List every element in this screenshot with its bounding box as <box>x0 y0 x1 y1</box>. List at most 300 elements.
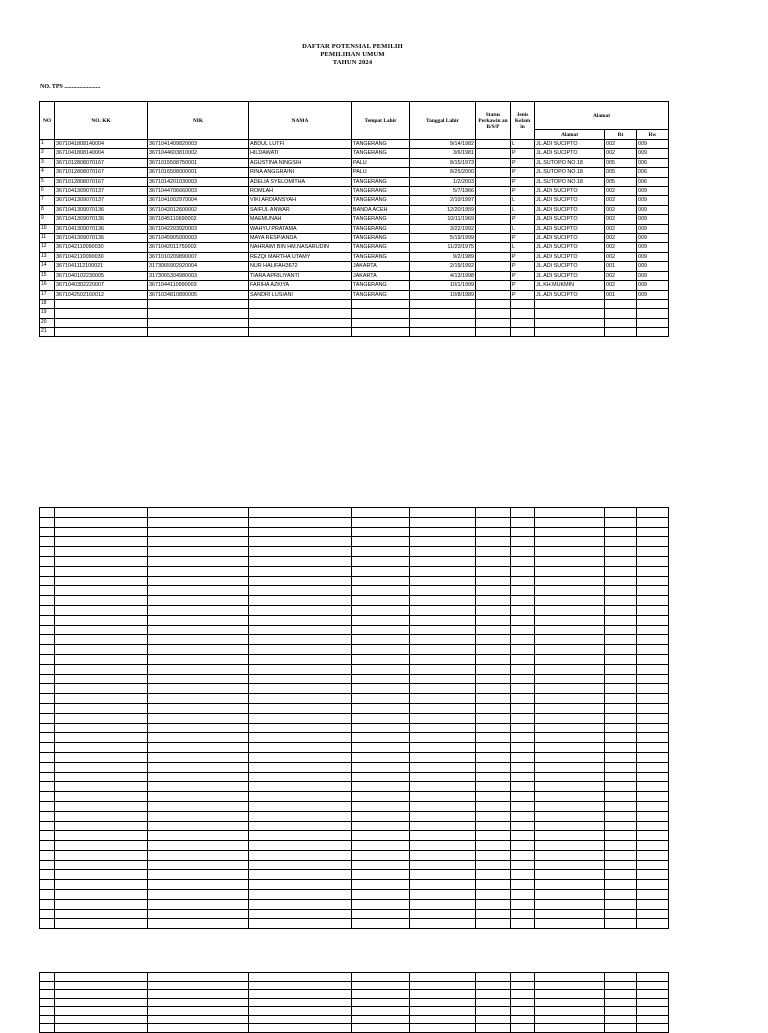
cell-kk: 3671041808140004 <box>55 140 148 149</box>
cell-alamat: JL.ADI SUCIPTO <box>535 252 605 261</box>
empty-cell <box>637 990 669 999</box>
cell-tanggal-lahir: 10/8/1989 <box>410 290 476 299</box>
empty-cell <box>511 792 535 802</box>
blank-table-2 <box>39 972 669 1033</box>
cell-alamat: JL.ADI SUCIPTO <box>535 271 605 280</box>
empty-cell <box>511 919 535 929</box>
empty-row <box>40 870 669 880</box>
empty-cell <box>40 821 55 831</box>
title-line-3: TAHUN 2024 <box>332 59 373 66</box>
cell-jenis-kelamin: L <box>511 196 535 205</box>
empty-row <box>40 576 669 586</box>
empty-cell <box>148 880 249 890</box>
empty-cell <box>535 694 605 704</box>
empty-cell <box>410 517 476 527</box>
empty-cell <box>352 860 410 870</box>
header-no: NO <box>40 102 55 140</box>
empty-cell <box>249 752 352 762</box>
empty-cell <box>410 576 476 586</box>
cell-nama: NAHRAWI BIN HM.NASARUDIN <box>249 243 352 252</box>
empty-cell <box>476 919 511 929</box>
empty-cell <box>476 527 511 537</box>
empty-cell <box>352 527 410 537</box>
empty-cell <box>476 850 511 860</box>
empty-cell <box>535 860 605 870</box>
empty-cell <box>605 556 637 566</box>
cell-kk: 3671041112100021 <box>55 262 148 271</box>
empty-cell <box>40 998 55 1007</box>
empty-cell <box>605 821 637 831</box>
empty-row <box>40 723 669 733</box>
empty-cell <box>249 537 352 547</box>
empty-cell <box>535 772 605 782</box>
empty-cell <box>605 831 637 841</box>
empty-cell <box>637 733 669 743</box>
empty-cell <box>637 841 669 851</box>
cell-alamat: JL.ADI SUCIPTO <box>535 140 605 149</box>
empty-cell <box>410 645 476 655</box>
empty-cell <box>40 743 55 753</box>
cell-nama: MAEMUNAH <box>249 215 352 224</box>
cell-tempat-lahir: TANGERANG <box>352 177 410 186</box>
empty-cell <box>605 547 637 557</box>
empty-cell <box>148 973 249 982</box>
empty-cell <box>605 713 637 723</box>
empty-cell <box>476 981 511 990</box>
cell-kk: 3671041309070136 <box>55 234 148 243</box>
empty-cell <box>249 527 352 537</box>
empty-cell <box>352 752 410 762</box>
empty-cell <box>40 772 55 782</box>
empty-cell <box>148 508 249 518</box>
empty-cell <box>352 1007 410 1016</box>
empty-cell <box>148 556 249 566</box>
empty-cell <box>476 615 511 625</box>
empty-row <box>40 645 669 655</box>
empty-cell <box>637 850 669 860</box>
empty-cell <box>148 733 249 743</box>
cell-nama: HILDAWATI <box>249 149 352 158</box>
cell-tanggal-lahir: 9/2/1989 <box>410 252 476 261</box>
table-row <box>40 205 669 214</box>
cell-nik: 3671042203920003 <box>148 224 249 233</box>
empty-cell <box>40 694 55 704</box>
empty-cell <box>410 919 476 929</box>
empty-cell <box>352 782 410 792</box>
empty-cell <box>637 801 669 811</box>
empty-cell <box>410 752 476 762</box>
empty-cell <box>410 684 476 694</box>
cell-alamat: JL.ADI SUCIPTO <box>535 187 605 196</box>
empty-cell <box>40 973 55 982</box>
empty-cell <box>148 547 249 557</box>
empty-cell <box>535 870 605 880</box>
empty-cell <box>637 743 669 753</box>
empty-cell <box>410 556 476 566</box>
cell-alamat: JL.ADI SUCIPTO <box>535 224 605 233</box>
cell-nik <box>148 328 249 337</box>
empty-cell <box>605 605 637 615</box>
cell-kk: 3671041309070136 <box>55 205 148 214</box>
empty-cell <box>476 694 511 704</box>
empty-cell <box>410 762 476 772</box>
empty-cell <box>535 831 605 841</box>
empty-cell <box>352 684 410 694</box>
cell-kk <box>55 309 148 318</box>
cell-tempat-lahir: TANGERANG <box>352 196 410 205</box>
cell-status <box>476 299 511 308</box>
empty-cell <box>637 762 669 772</box>
empty-cell <box>352 743 410 753</box>
empty-cell <box>148 919 249 929</box>
empty-cell <box>535 909 605 919</box>
cell-no: 2 <box>40 149 55 158</box>
empty-cell <box>40 674 55 684</box>
empty-cell <box>511 811 535 821</box>
empty-cell <box>605 537 637 547</box>
empty-cell <box>55 615 148 625</box>
empty-cell <box>476 1024 511 1033</box>
cell-jenis-kelamin: P <box>511 168 535 177</box>
empty-row <box>40 890 669 900</box>
empty-cell <box>511 890 535 900</box>
cell-no: 10 <box>40 224 55 233</box>
cell-nik: 3671041002970004 <box>148 196 249 205</box>
empty-cell <box>511 566 535 576</box>
empty-cell <box>511 654 535 664</box>
empty-cell <box>535 684 605 694</box>
empty-cell <box>476 596 511 606</box>
empty-cell <box>476 792 511 802</box>
cell-rt: 002 <box>605 252 637 261</box>
cell-status <box>476 252 511 261</box>
empty-cell <box>637 1007 669 1016</box>
empty-cell <box>148 654 249 664</box>
empty-cell <box>40 596 55 606</box>
cell-jenis-kelamin: P <box>511 187 535 196</box>
empty-cell <box>476 782 511 792</box>
cell-status <box>476 196 511 205</box>
empty-cell <box>605 527 637 537</box>
empty-cell <box>148 713 249 723</box>
empty-cell <box>476 841 511 851</box>
cell-rw <box>637 309 669 318</box>
empty-cell <box>410 703 476 713</box>
cell-rt: 002 <box>605 281 637 290</box>
empty-cell <box>511 990 535 999</box>
empty-row <box>40 664 669 674</box>
cell-tempat-lahir: BANDA ACEH <box>352 205 410 214</box>
cell-tanggal-lahir: 12/20/1959 <box>410 205 476 214</box>
cell-nik <box>148 309 249 318</box>
empty-cell <box>352 694 410 704</box>
empty-row <box>40 694 669 704</box>
empty-cell <box>249 733 352 743</box>
cell-nama: ROMLAH <box>249 187 352 196</box>
empty-cell <box>40 841 55 851</box>
empty-cell <box>637 1024 669 1033</box>
empty-cell <box>148 694 249 704</box>
empty-cell <box>55 645 148 655</box>
cell-tempat-lahir: TANGERANG <box>352 149 410 158</box>
table-row <box>40 281 669 290</box>
cell-nik: 3173065304980003 <box>148 271 249 280</box>
cell-rw: 009 <box>637 234 669 243</box>
cell-status <box>476 140 511 149</box>
cell-kk: 3671042110090030 <box>55 243 148 252</box>
empty-cell <box>637 703 669 713</box>
cell-rw: 009 <box>637 262 669 271</box>
cell-no: 9 <box>40 215 55 224</box>
empty-cell <box>511 547 535 557</box>
table-row <box>40 309 669 318</box>
empty-cell <box>55 537 148 547</box>
empty-cell <box>476 1015 511 1024</box>
empty-cell <box>352 850 410 860</box>
cell-no: 13 <box>40 252 55 261</box>
empty-row <box>40 850 669 860</box>
empty-cell <box>40 909 55 919</box>
empty-cell <box>605 674 637 684</box>
cell-nama: NUR HALIFAH3672 <box>249 262 352 271</box>
empty-cell <box>511 713 535 723</box>
cell-alamat: JL.SUTOPO NO.18 <box>535 158 605 167</box>
empty-cell <box>637 556 669 566</box>
cell-rt: 002 <box>605 187 637 196</box>
empty-cell <box>410 605 476 615</box>
empty-cell <box>511 772 535 782</box>
empty-cell <box>511 664 535 674</box>
empty-cell <box>410 674 476 684</box>
table-row <box>40 234 669 243</box>
cell-nama: REZQI MARTHA UTAMY <box>249 252 352 261</box>
empty-cell <box>476 811 511 821</box>
empty-cell <box>535 537 605 547</box>
cell-status <box>476 168 511 177</box>
empty-cell <box>352 576 410 586</box>
empty-cell <box>55 517 148 527</box>
cell-nik <box>148 318 249 327</box>
empty-cell <box>55 973 148 982</box>
empty-cell <box>535 919 605 929</box>
empty-cell <box>476 899 511 909</box>
empty-cell <box>605 1015 637 1024</box>
empty-row <box>40 713 669 723</box>
empty-cell <box>511 1007 535 1016</box>
empty-cell <box>476 703 511 713</box>
empty-cell <box>55 566 148 576</box>
empty-cell <box>637 981 669 990</box>
empty-cell <box>249 772 352 782</box>
cell-tanggal-lahir: 3/22/1992 <box>410 224 476 233</box>
empty-cell <box>535 973 605 982</box>
empty-cell <box>55 684 148 694</box>
cell-rt: 002 <box>605 224 637 233</box>
empty-cell <box>352 654 410 664</box>
empty-cell <box>55 919 148 929</box>
empty-cell <box>40 782 55 792</box>
empty-cell <box>55 752 148 762</box>
empty-cell <box>352 625 410 635</box>
voter-table <box>39 101 669 337</box>
empty-cell <box>535 801 605 811</box>
empty-cell <box>40 981 55 990</box>
empty-cell <box>605 973 637 982</box>
empty-cell <box>605 664 637 674</box>
empty-cell <box>410 792 476 802</box>
empty-cell <box>605 841 637 851</box>
table-row <box>40 224 669 233</box>
empty-cell <box>249 556 352 566</box>
cell-nik: 3671045905000003 <box>148 234 249 243</box>
empty-cell <box>535 527 605 537</box>
empty-cell <box>511 782 535 792</box>
empty-cell <box>511 899 535 909</box>
empty-cell <box>605 586 637 596</box>
table-row <box>40 243 669 252</box>
empty-cell <box>249 586 352 596</box>
table-row <box>40 196 669 205</box>
cell-no: 21 <box>40 328 55 337</box>
empty-cell <box>249 870 352 880</box>
empty-cell <box>605 733 637 743</box>
table-row <box>40 262 669 271</box>
empty-cell <box>535 674 605 684</box>
empty-cell <box>249 1007 352 1016</box>
empty-cell <box>476 1007 511 1016</box>
empty-cell <box>535 635 605 645</box>
cell-nama: VIKI ARDIANSYAH <box>249 196 352 205</box>
empty-cell <box>55 674 148 684</box>
empty-cell <box>637 596 669 606</box>
empty-cell <box>535 703 605 713</box>
cell-alamat: JL.ADI SUCIPTO <box>535 149 605 158</box>
empty-cell <box>535 517 605 527</box>
empty-cell <box>511 821 535 831</box>
cell-nama: MAYA RESPIANDA <box>249 234 352 243</box>
empty-cell <box>410 860 476 870</box>
empty-cell <box>249 860 352 870</box>
cell-no: 7 <box>40 196 55 205</box>
empty-cell <box>352 990 410 999</box>
empty-cell <box>637 635 669 645</box>
empty-cell <box>352 801 410 811</box>
empty-cell <box>637 919 669 929</box>
cell-jenis-kelamin: P <box>511 234 535 243</box>
empty-cell <box>410 664 476 674</box>
empty-cell <box>637 973 669 982</box>
empty-cell <box>535 615 605 625</box>
empty-cell <box>535 850 605 860</box>
empty-cell <box>511 870 535 880</box>
empty-cell <box>535 792 605 802</box>
cell-nama <box>249 299 352 308</box>
empty-cell <box>637 811 669 821</box>
cell-tempat-lahir: JAKARTA <box>352 271 410 280</box>
empty-cell <box>148 635 249 645</box>
empty-cell <box>352 586 410 596</box>
cell-status <box>476 234 511 243</box>
empty-cell <box>249 694 352 704</box>
empty-cell <box>410 870 476 880</box>
empty-cell <box>410 821 476 831</box>
empty-row <box>40 752 669 762</box>
empty-cell <box>55 990 148 999</box>
empty-cell <box>637 899 669 909</box>
empty-cell <box>410 625 476 635</box>
empty-cell <box>637 508 669 518</box>
empty-cell <box>476 713 511 723</box>
empty-cell <box>249 615 352 625</box>
empty-cell <box>535 743 605 753</box>
empty-cell <box>352 1024 410 1033</box>
empty-cell <box>148 909 249 919</box>
empty-row <box>40 605 669 615</box>
empty-cell <box>352 899 410 909</box>
empty-cell <box>511 998 535 1007</box>
cell-no: 16 <box>40 281 55 290</box>
empty-cell <box>352 733 410 743</box>
empty-cell <box>249 899 352 909</box>
empty-cell <box>40 664 55 674</box>
empty-row <box>40 772 669 782</box>
empty-cell <box>410 1024 476 1033</box>
empty-cell <box>40 625 55 635</box>
empty-cell <box>55 586 148 596</box>
empty-cell <box>605 576 637 586</box>
cell-tempat-lahir: TANGERANG <box>352 140 410 149</box>
empty-cell <box>637 654 669 664</box>
cell-kk: 3671041309070136 <box>55 215 148 224</box>
cell-tanggal-lahir: 4/13/1998 <box>410 271 476 280</box>
cell-alamat: JL.SUTOPO NO.18 <box>535 168 605 177</box>
cell-nama: WAHYU PRATAMA <box>249 224 352 233</box>
empty-cell <box>148 576 249 586</box>
empty-cell <box>410 635 476 645</box>
header-kk: NO. KK <box>55 102 148 140</box>
empty-cell <box>352 596 410 606</box>
empty-cell <box>410 508 476 518</box>
cell-no: 18 <box>40 299 55 308</box>
empty-cell <box>352 811 410 821</box>
cell-alamat <box>535 318 605 327</box>
cell-rw: 006 <box>637 158 669 167</box>
empty-cell <box>55 870 148 880</box>
empty-row <box>40 1007 669 1016</box>
empty-row <box>40 880 669 890</box>
empty-cell <box>40 654 55 664</box>
empty-cell <box>352 703 410 713</box>
empty-cell <box>55 703 148 713</box>
empty-cell <box>249 703 352 713</box>
empty-cell <box>511 850 535 860</box>
empty-cell <box>40 752 55 762</box>
empty-cell <box>249 831 352 841</box>
cell-nama: TIARA APRILIYANTI <box>249 271 352 280</box>
empty-cell <box>535 880 605 890</box>
cell-no: 5 <box>40 177 55 186</box>
empty-cell <box>148 566 249 576</box>
cell-rw: 006 <box>637 168 669 177</box>
empty-cell <box>511 586 535 596</box>
cell-jenis-kelamin: P <box>511 149 535 158</box>
empty-cell <box>535 1007 605 1016</box>
cell-tanggal-lahir: 8/15/1973 <box>410 158 476 167</box>
cell-rt: 002 <box>605 149 637 158</box>
empty-cell <box>511 556 535 566</box>
cell-rt: 005 <box>605 158 637 167</box>
empty-cell <box>605 919 637 929</box>
